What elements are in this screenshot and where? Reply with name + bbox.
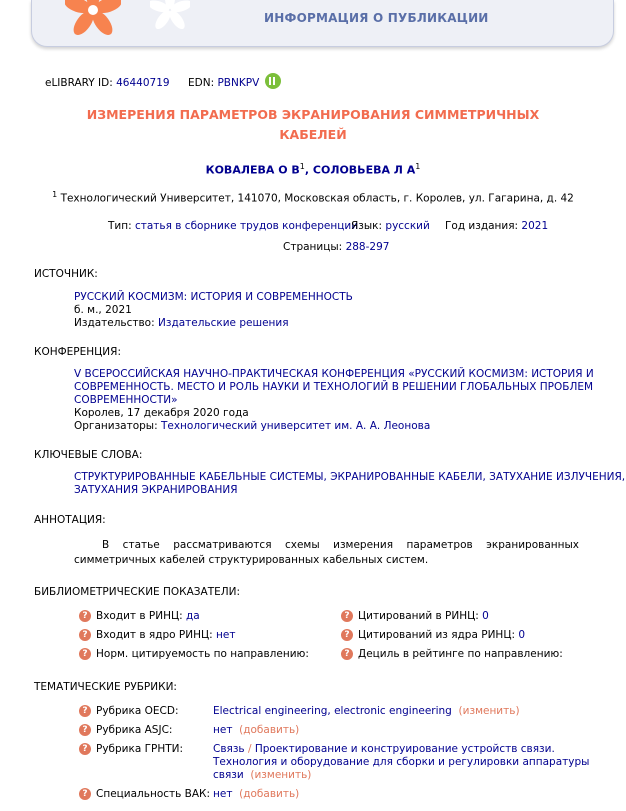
question-circle-icon[interactable]: ? — [79, 610, 91, 622]
pub-lang-value: русский — [385, 220, 430, 232]
title-line-2: КАБЕЛЕЙ — [279, 127, 347, 142]
pub-year — [445, 220, 548, 232]
keyword-line-1: СТРУКТУРИРОВАННЫЕ КАБЕЛЬНЫЕ СИСТЕМЫ, ЭКРАНИРОВАННЫЕ КАБЕЛИ, ЗАТУХАНИЕ ИЗЛУЧЕНИЯ, — [74, 471, 626, 483]
question-circle-icon[interactable]: ? — [341, 610, 353, 622]
pub-type — [108, 220, 358, 232]
elibrary-id-label: eLIBRARY ID: — [45, 77, 113, 89]
keywords-list[interactable] — [74, 471, 625, 497]
page-title: ИНФОРМАЦИЯ О ПУБЛИКАЦИИ — [264, 11, 489, 25]
grnti-label: Рубрика ГРНТИ: — [96, 743, 184, 755]
rinc-value: да — [186, 610, 200, 622]
conference-link[interactable] — [74, 368, 594, 407]
oecd-label: Рубрика OECD: — [96, 705, 179, 717]
author-affil-sup: 1 — [415, 162, 421, 171]
publisher-link[interactable]: Издательские решения — [158, 317, 289, 329]
conference-block — [74, 368, 594, 433]
oecd-change-link[interactable]: изменить — [462, 705, 516, 717]
source-link[interactable]: РУССКИЙ КОСМИЗМ: ИСТОРИЯ И СОВРЕМЕННОСТЬ — [74, 291, 353, 303]
pub-type-label: Тип: — [108, 220, 132, 232]
rubric-asjc — [79, 724, 172, 736]
question-circle-icon[interactable]: ? — [79, 648, 91, 660]
conference-place-date: Королев, 17 декабря 2020 года — [74, 407, 249, 419]
affiliation-text: Технологический Университет, 141070, Московская область, г. Королев, ул. Гагарина, д. 42 — [60, 192, 574, 205]
biblio-core-citations — [341, 629, 525, 641]
biblio-citations — [341, 610, 489, 622]
qr-code-icon[interactable] — [265, 73, 281, 89]
edn-label: EDN: — [188, 77, 215, 89]
authors: КОВАЛЕВА О $В^1$, СОЛОВЬЕВА Л $А^1$ — [205, 162, 421, 177]
flower-decoration-icon — [150, 0, 190, 38]
grnti-line-3[interactable]: связи — [213, 769, 244, 781]
author-affil-sup: 1 — [299, 162, 305, 171]
oecd-value-text: Electrical engineering, electronic engineering — [213, 705, 452, 717]
conference-line-3: СОВРЕМЕННОСТИ» — [74, 394, 178, 406]
cit-core-value[interactable]: 0 — [518, 629, 526, 641]
cit-core-label: Цитирований из ядра РИНЦ: — [358, 629, 516, 641]
grnti-change-link[interactable]: изменить — [254, 769, 308, 781]
asjc-value: нет (добавить) — [213, 724, 300, 736]
rubric-vak — [79, 788, 210, 800]
edn — [188, 77, 259, 89]
pub-pages — [283, 241, 389, 253]
decile-label: Дециль в рейтинге по направлению: — [358, 648, 563, 660]
pub-pages-value: 288-297 — [345, 241, 390, 253]
asjc-add-link[interactable]: добавить — [243, 724, 296, 736]
elibrary-id-value[interactable]: 46440719 — [116, 77, 170, 89]
grnti-separator: / — [247, 743, 252, 755]
conference-organizers — [74, 420, 594, 433]
rubric-oecd — [79, 705, 178, 717]
vak-value-text: нет — [213, 788, 233, 800]
author-link[interactable]: КОВАЛЕВА О В — [205, 163, 300, 177]
pub-lang-label: Язык: — [351, 220, 383, 232]
conference-line-2: СОВРЕМЕННОСТЬ. МЕСТО И РОЛЬ НАУКИ И ТЕХНОЛОГИЙ В РЕШЕНИИ ГЛОБАЛЬНЫХ ПРОБЛЕМ — [74, 381, 594, 393]
biblio-core — [79, 629, 235, 641]
author-link[interactable]: СОЛОВЬЕВА Л А — [312, 163, 416, 177]
pub-lang — [351, 220, 430, 232]
vak-add-link[interactable]: добавить — [243, 788, 296, 800]
rubric-grnti — [79, 743, 183, 755]
abstract-heading: АННОТАЦИЯ: — [34, 514, 106, 526]
core-label: Входит в ядро РИНЦ: — [96, 629, 213, 641]
rinc-label: Входит в РИНЦ: — [96, 610, 183, 622]
conference-heading: КОНФЕРЕНЦИЯ: — [34, 346, 121, 358]
organizers-label: Организаторы: — [74, 420, 158, 432]
grnti-line-1[interactable]: Проектирование и конструирование устройств связи. — [254, 743, 555, 755]
biblio-decile — [341, 648, 563, 660]
vak-label: Специальность ВАК: — [96, 788, 211, 800]
title-line-1: ИЗМЕРЕНИЯ ПАРАМЕТРОВ ЭКРАНИРОВАНИЯ СИММЕТРИЧНЫХ — [86, 107, 540, 122]
edn-value[interactable]: PBNKPV — [217, 77, 260, 89]
abstract-text: В статье рассматриваются схемы измерения параметров экранированных симметричных кабелей структурированных кабельных систем. — [74, 539, 579, 566]
grnti-part1[interactable]: Связь — [213, 743, 245, 755]
oecd-value: Electrical engineering, electronic engineering (изменить) — [213, 705, 520, 717]
conference-line-1: V ВСЕРОССИЙСКАЯ НАУЧНО-ПРАКТИЧЕСКАЯ КОНФЕРЕНЦИЯ «РУССКИЙ КОСМИЗМ: ИСТОРИЯ И — [74, 368, 594, 380]
biblio-heading: БИБЛИОМЕТРИЧЕСКИЕ ПОКАЗАТЕЛИ: — [34, 586, 241, 598]
pub-year-label: Год издания: — [445, 220, 519, 232]
publication-title — [0, 105, 626, 145]
header-banner — [31, 0, 614, 47]
question-circle-icon[interactable]: ? — [79, 743, 91, 755]
norm-label: Норм. цитируемость по направлению: — [96, 648, 309, 660]
cit-label: Цитирований в РИНЦ: — [358, 610, 479, 622]
question-circle-icon[interactable]: ? — [341, 648, 353, 660]
question-circle-icon[interactable]: ? — [341, 629, 353, 641]
flower-decoration-icon — [65, 0, 121, 40]
question-circle-icon[interactable]: ? — [79, 788, 91, 800]
source-heading: ИСТОЧНИК: — [34, 268, 98, 280]
question-circle-icon[interactable]: ? — [79, 629, 91, 641]
source-place-year: б. м., 2021 — [74, 304, 132, 316]
rubrics-heading: ТЕМАТИЧЕСКИЕ РУБРИКИ: — [34, 681, 177, 693]
affiliation-sup: 1 — [52, 190, 58, 199]
vak-value: нет (добавить) — [213, 788, 300, 800]
core-value: нет — [216, 629, 236, 641]
affiliation — [0, 190, 626, 205]
grnti-line-2[interactable]: Технология и оборудование для сборки и регулировки аппаратуры — [213, 756, 590, 768]
question-circle-icon[interactable]: ? — [79, 724, 91, 736]
pub-pages-label: Страницы: — [283, 241, 343, 253]
asjc-label: Рубрика ASJC: — [96, 724, 173, 736]
keywords-heading: КЛЮЧЕВЫЕ СЛОВА: — [34, 449, 143, 461]
source-publisher — [74, 317, 353, 330]
biblio-rinc — [79, 610, 200, 622]
source-block — [74, 291, 353, 330]
question-circle-icon[interactable]: ? — [79, 705, 91, 717]
asjc-value-text: нет — [213, 724, 233, 736]
organizers-link[interactable]: Технологический университет им. А. А. Леонова — [160, 420, 431, 432]
pub-year-value: 2021 — [521, 220, 549, 232]
grnti-value: Связь / Проектирование и конструирование устройств связи. Технология и оборудование для сборки и регулировки аппаратуры связи (изменить) — [213, 743, 590, 781]
biblio-norm — [79, 648, 309, 660]
keyword-line-2: ЗАТУХАНИЯ ЭКРАНИРОВАНИЯ — [74, 484, 238, 496]
cit-value[interactable]: 0 — [482, 610, 489, 622]
pub-type-value: статья в сборнике трудов конференции — [134, 220, 359, 232]
publisher-label: Издательство: — [74, 317, 155, 329]
elibrary-id — [45, 77, 170, 89]
